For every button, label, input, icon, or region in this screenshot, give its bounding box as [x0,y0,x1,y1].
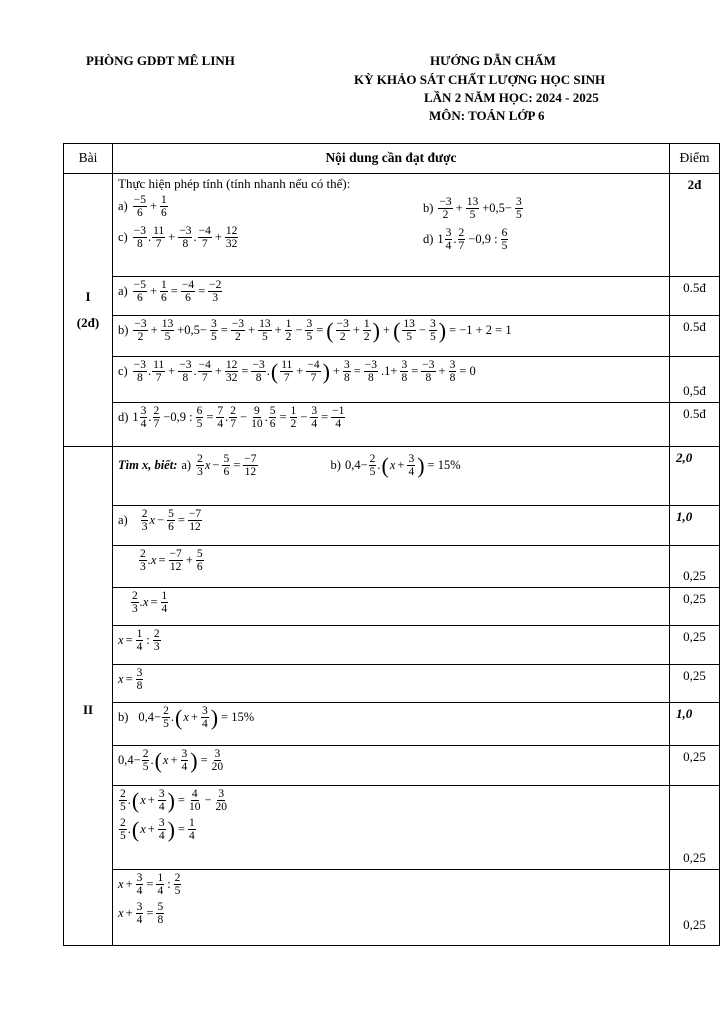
score-1c: 0,5đ [670,357,720,403]
score-2a-step1: 0,25 [670,546,720,588]
score-1b: 0.5đ [670,316,720,357]
section-2-title: Tìm x, biết: [118,458,178,473]
score-2b-step3: 0,25 [670,870,720,946]
section-1-title: Thực hiện phép tính (tính nhanh nếu có thể): [118,176,351,191]
section-2-problem: Tìm x, biết: a) 2 3 x − $\frac{5}{6}$ = $\frac{-7}{12}$ b) 0,4− $\frac{2}{5}$ . ( x + $\frac{3}{4}$ ) = 15% [113,447,670,506]
exam-title: KỲ KHẢO SÁT CHẤT LƯỢNG HỌC SINH [354,72,606,87]
subject: MÔN: TOÁN LỚP 6 [429,108,545,123]
score-2b: 1,0 [670,703,720,746]
score-2a-step4: 0,25 [670,665,720,703]
score-1d: 0.5đ [670,403,720,447]
school-year: LẦN 2 NĂM HỌC: 2024 - 2025 [424,90,599,105]
department-name: PHÒNG GDĐT MÊ LINH [86,53,235,68]
col-header-score: Điểm [670,144,720,174]
doc-title: HƯỚNG DẪN CHẤM [430,53,556,68]
section-2-total-score: 2,0 [670,447,720,506]
score-2b-step2: 0,25 [670,786,720,870]
section-1-total-score: 2đ [670,174,720,277]
col-header-content: Nội dung cần đạt được [113,144,670,174]
section-2-label: II [64,447,113,946]
grading-table: Bài Nội dung cần đạt được Điểm I (2đ) Thực hiện phép tính (tính nhanh nếu có thể): a) −5 6 + $\frac{1}{6}$ b) −3 2 + $\frac{13}{5}$ +0,5− $\frac{3}{5}$ c) −3 8 . 11 7 + $\frac{-3}{8}$ . −4 7 + $\frac{12}{32}$ d) 1 3 4 . 2 7 −0,9 : 6 5 2đ a) −5 6 + $\frac{1}{6}$ = $\frac{-4}{6}$ = $\frac{-2}{3}$ 0.5đ b) −3 2 + $\frac{13}{5}$ +0,5− $\frac{3}{5}$ = $\frac{-3}{2}$ + $\frac{13}{5}$ + $\frac{1}{2}$ − $\frac{3}{5}$ = ( −3 2 + $\frac{1}{2}$ ) + ( 13 5 − $\frac{3}{5}$ ) = −1 + 2 = 1 0.5đ c) −3 8 . 11 7 + $\frac{-3}{8}$ . −4 7 + $\frac{12}{32}$ = $\frac{-3}{8}$ . ( 11 7 + $\frac{-4}{7}$ ) + $\frac{3}{8}$ = $\frac{-3}{8}$ .1+ $\frac{3}{8}$ = $\frac{-3}{8}$ + $\frac{3}{8}$ = 0 0,5đ d) 1 3 4 . 2 7 −0,9 : $\frac{6}{5}$ = $\frac{7}{4}$ . 2 7 − $\frac{9}{10}$ . $\frac{5}{6}$ = $\frac{1}{2}$ − $\frac{3}{4}$ = $\frac{-1}{4}$ 0.5đ II Tìm x, biết: a) 2 3 x − $\frac{5}{6}$ = $\frac{-7}{12}$ b) 0,4− $\frac{2}{5}$ . ( x + $\frac{3}{4}$ ) = 15% 2,0 a) 2 3 x − $\frac{5}{6}$ = $\frac{-7}{12}$ 1,0 2 3 .x = $\frac{-7}{12}$ + $\frac{5}{6}$ 0,25 2 3 .x = $\frac{1}{4}$ 0,25 x = $\frac{1}{4}$ : 2 3 0,25 x = $\frac{3}{8}$ 0,25 b) 0,4− $\frac{2}{5}$ . ( x + $\frac{3}{4}$ ) = 15% 1,0 0,4− $\frac{2}{5}$ . ( x + $\frac{3}{4}$ ) = $\frac{3}{20}$ 0,25 2 5 . ( x + $\frac{3}{4}$ ) = $\frac{4}{10}$ − $\frac{3}{20}$ 2 5 . ( x + $\frac{3}{4}$ ) = $\frac{1}{4}$ 0,25 x + $\frac{3}{4}$ = $\frac{1}{4}$ : 2 5 x + $\frac{3}{4}$ = $\frac{5}{8}$ 0,25 [63,143,720,946]
score-2a-step3: 0,25 [670,626,720,665]
score-2b-step1: 0,25 [670,746,720,786]
col-header-bai: Bài [64,144,113,174]
section-1-label: I (2đ) [64,174,113,447]
score-2a-step2: 0,25 [670,588,720,626]
score-2a: 1,0 [670,506,720,546]
section-1-problem: Thực hiện phép tính (tính nhanh nếu có thể): a) −5 6 + $\frac{1}{6}$ b) −3 2 + $\frac{13}{5}$ +0,5− $\frac{3}{5}$ c) −3 8 . 11 7 + $\frac{-3}{8}$ . −4 7 + $\frac{12}{32}$ d) 1 3 4 . 2 7 −0,9 : 6 5 [113,174,670,277]
score-1a: 0.5đ [670,277,720,316]
